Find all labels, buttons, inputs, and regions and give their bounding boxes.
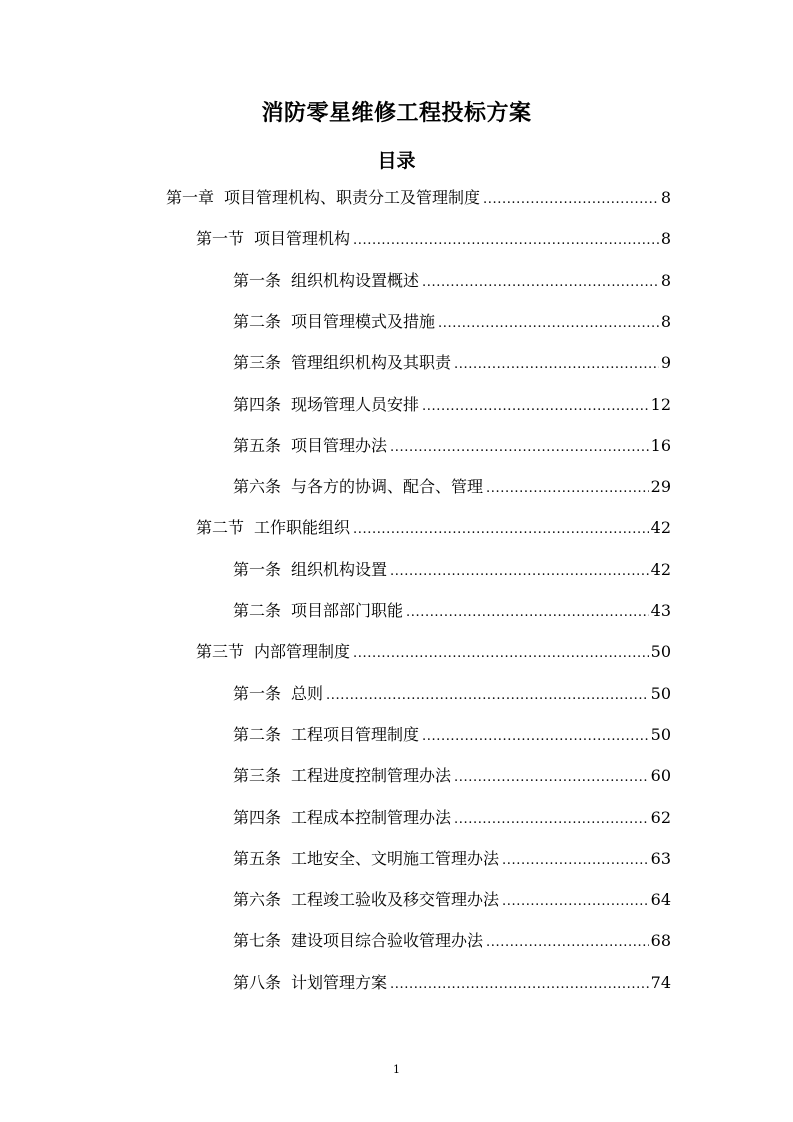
toc-entry-label: 项目管理办法 <box>291 436 388 455</box>
toc-dot-leader <box>454 353 659 377</box>
toc-entry-page: 8 <box>660 188 671 207</box>
toc-dot-leader <box>438 312 659 336</box>
toc-entry[interactable] <box>196 516 671 540</box>
toc-dot-leader <box>502 849 649 873</box>
toc-entry-label: 项目管理模式及措施 <box>291 312 436 331</box>
toc-dot-leader <box>390 560 649 584</box>
toc-entry-label: 项目部部门职能 <box>291 601 404 620</box>
toc-entry-number: 第四条 <box>233 395 282 414</box>
toc-entry-number: 第二条 <box>233 601 282 620</box>
toc-entry-label: 总则 <box>291 684 324 703</box>
toc-entry[interactable] <box>233 475 671 499</box>
toc-entry-number: 第一章 <box>166 188 215 207</box>
toc-entry-page: 12 <box>650 395 671 414</box>
toc-entry-page: 9 <box>660 353 671 372</box>
toc-entry-label: 项目管理机构 <box>254 229 351 248</box>
toc-entry-number: 第二节 <box>196 518 245 537</box>
toc-entry-label: 内部管理制度 <box>254 642 351 661</box>
toc-dot-leader <box>353 642 649 666</box>
toc-entry-label: 工程竣工验收及移交管理办法 <box>291 890 500 909</box>
toc-entry-page: 42 <box>650 560 671 579</box>
toc-entry-page: 43 <box>650 601 671 620</box>
toc-entry[interactable] <box>233 393 671 417</box>
toc-entry-page: 8 <box>660 312 671 331</box>
toc-entry-number: 第六条 <box>233 890 282 909</box>
toc-entry-label: 组织机构设置概述 <box>291 271 420 290</box>
toc-dot-leader <box>486 931 649 955</box>
toc-dot-leader <box>454 808 649 832</box>
toc-entry-page: 29 <box>650 477 671 496</box>
toc-entry[interactable] <box>233 764 671 788</box>
toc-entry[interactable] <box>233 434 671 458</box>
toc-dot-leader <box>483 188 659 212</box>
toc-entry[interactable] <box>233 971 671 995</box>
toc-entry[interactable] <box>196 640 671 664</box>
toc-entry[interactable] <box>233 558 671 582</box>
toc-entry[interactable] <box>233 269 671 293</box>
toc-dot-leader <box>353 518 649 542</box>
toc-dot-leader <box>390 973 649 997</box>
toc-entry-label: 与各方的协调、配合、管理 <box>291 477 484 496</box>
toc-entry-page: 50 <box>650 642 671 661</box>
toc-entry-page: 74 <box>650 973 671 992</box>
toc-entry-page: 63 <box>650 849 671 868</box>
toc-dot-leader <box>422 271 659 295</box>
toc-entry-label: 计划管理方案 <box>291 973 388 992</box>
toc-entry[interactable] <box>233 847 671 871</box>
toc-entry-label: 工程项目管理制度 <box>291 725 420 744</box>
toc-entry[interactable] <box>233 599 671 623</box>
toc-entry-number: 第一节 <box>196 229 245 248</box>
toc-entry-page: 50 <box>650 725 671 744</box>
toc-entry[interactable] <box>233 723 671 747</box>
toc-dot-leader <box>326 684 649 708</box>
toc-dot-leader <box>454 766 649 790</box>
toc-entry[interactable] <box>196 227 671 251</box>
toc-entry-label: 管理组织机构及其职责 <box>291 353 452 372</box>
document-title: 消防零星维修工程投标方案 <box>261 101 532 126</box>
toc-entry-page: 50 <box>650 684 671 703</box>
toc-entry-number: 第一条 <box>233 271 282 290</box>
toc-entry-page: 42 <box>650 518 671 537</box>
toc-dot-leader <box>422 725 649 749</box>
toc-dot-leader <box>353 229 659 253</box>
toc-entry-label: 工程成本控制管理办法 <box>291 808 452 827</box>
toc-entry-number: 第六条 <box>233 477 282 496</box>
toc-entry-page: 16 <box>650 436 671 455</box>
toc-entry-label: 工地安全、文明施工管理办法 <box>291 849 500 868</box>
toc-entry-label: 工作职能组织 <box>254 518 351 537</box>
toc-entry-label: 项目管理机构、职责分工及管理制度 <box>224 188 481 207</box>
toc-dot-leader <box>422 395 649 419</box>
toc-entry-number: 第二条 <box>233 725 282 744</box>
toc-entry-number: 第一条 <box>233 560 282 579</box>
toc-entry[interactable] <box>233 682 671 706</box>
toc-entry-number: 第五条 <box>233 849 282 868</box>
toc-entry-label: 工程进度控制管理办法 <box>291 766 452 785</box>
toc-entry-label: 现场管理人员安排 <box>291 395 420 414</box>
toc-entry[interactable] <box>166 186 671 210</box>
toc-entry[interactable] <box>233 929 671 953</box>
toc-entry-page: 8 <box>660 229 671 248</box>
toc-entry-number: 第八条 <box>233 973 282 992</box>
toc-entry-page: 8 <box>660 271 671 290</box>
toc-entry-page: 60 <box>650 766 671 785</box>
toc-entry-number: 第四条 <box>233 808 282 827</box>
toc-entry[interactable] <box>233 351 671 375</box>
toc-entry-number: 第三条 <box>233 766 282 785</box>
toc-entry-page: 68 <box>650 931 671 950</box>
toc-heading: 目录 <box>377 150 416 172</box>
toc-entry[interactable] <box>233 310 671 334</box>
toc-entry-page: 64 <box>650 890 671 909</box>
toc-dot-leader <box>390 436 649 460</box>
toc-entry-label: 建设项目综合验收管理办法 <box>291 931 484 950</box>
toc-entry-label: 组织机构设置 <box>291 560 388 579</box>
toc-entry-number: 第三条 <box>233 353 282 372</box>
toc-entry-number: 第五条 <box>233 436 282 455</box>
page-number: 1 <box>393 1063 400 1076</box>
toc-entry-page: 62 <box>650 808 671 827</box>
toc-entry-number: 第二条 <box>233 312 282 331</box>
toc-dot-leader <box>502 890 649 914</box>
toc-dot-leader <box>406 601 649 625</box>
toc-entry-number: 第三节 <box>196 642 245 661</box>
toc-entry-number: 第七条 <box>233 931 282 950</box>
toc-entry[interactable] <box>233 806 671 830</box>
toc-dot-leader <box>486 477 649 501</box>
toc-entry-number: 第一条 <box>233 684 282 703</box>
toc-entry[interactable] <box>233 888 671 912</box>
